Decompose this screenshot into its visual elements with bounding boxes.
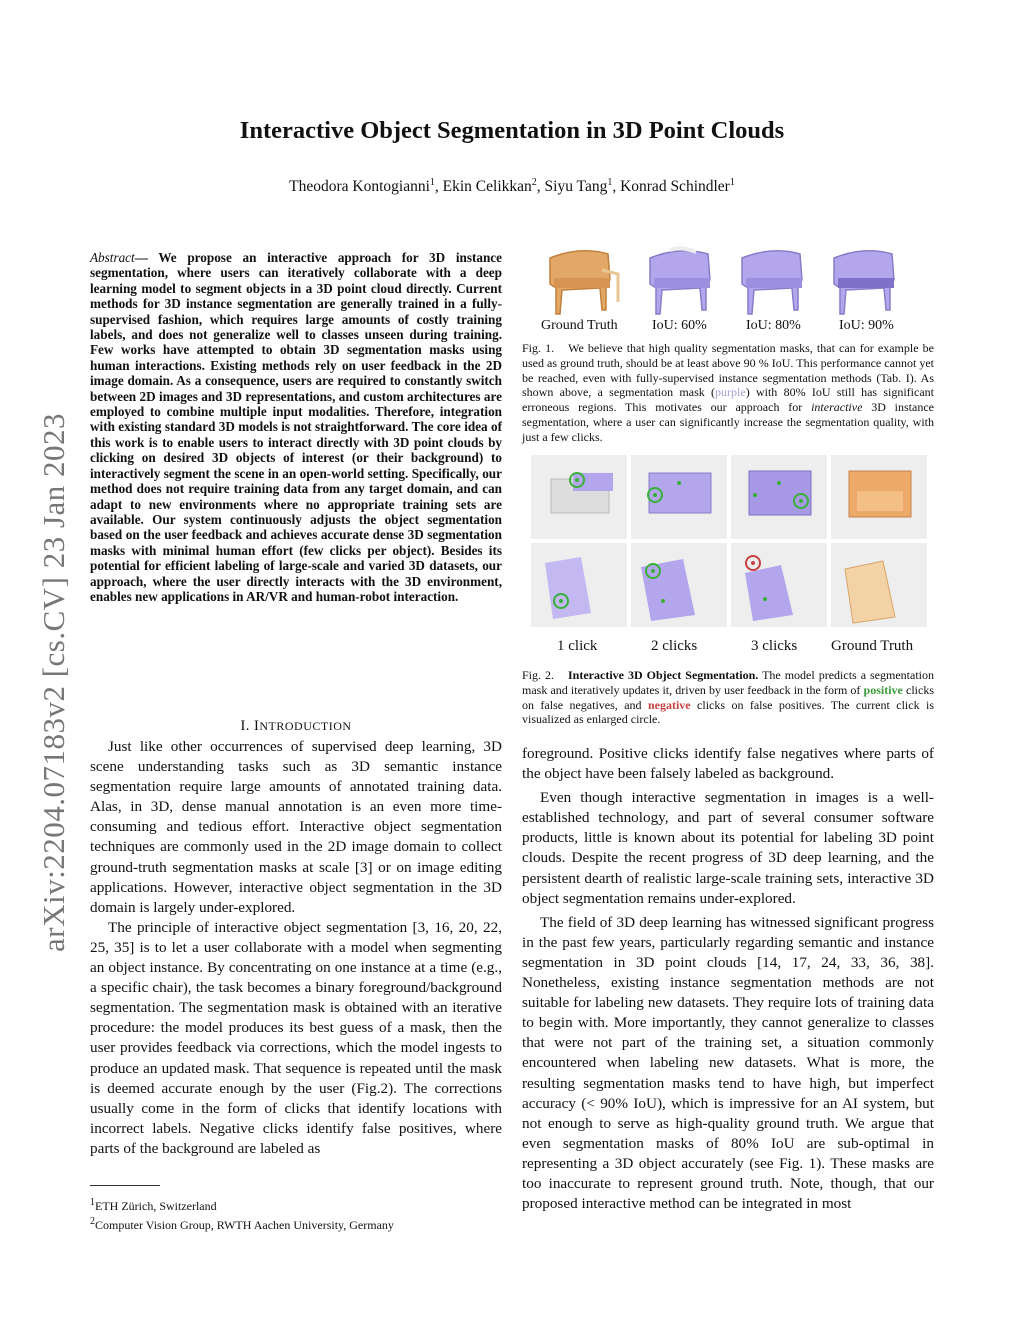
figure-2-images (531, 455, 931, 631)
paragraph: The field of 3D deep learning has witnessed significant progress in the past few years, particularly regarding semantic and instance segmentation in 3D point clouds [14, 17, 24, 33, 36, 38]. Nonetheless, existing instance segmentation methods are not suitable for labeling new datasets. They require lots of training data to begin with. More importantly, they cannot generalize to classes that were not part of the training set, a situation commonly encountered when labeling new datasets. What is more, the resulting segmentation masks tend to have high, but imperfect accuracy (< 90% IoU), which is impressive for an AI system, but not enough to serve as high-quality ground truth. We argue that even segmentation masks of 80% IoU are sub-optimal in representing a 3D object accurately (see Fig. 1). These masks are too inaccurate to represent ground truth. Note, though, that our proposed interactive method can be integrated in most (522, 913, 934, 1213)
sofa-2-clicks-image (631, 455, 727, 539)
footnote: $^2$Computer Vision Group, RWTH Aachen University, Germany (90, 1216, 394, 1232)
author-name: Theodora Kontogianni (289, 178, 430, 196)
bed-2-clicks-image (631, 543, 727, 627)
footnote-rule (90, 1185, 160, 1186)
footnotes (90, 1195, 502, 1233)
abstract-label: Abstract (90, 250, 135, 265)
affiliation-mark: 1 (729, 177, 735, 188)
fig1-label: IoU: 90% (839, 318, 894, 333)
figure-1-caption: Fig. 1. We believe that high quality segmentation masks, that can for example be used as ground truth, should be at least above 90 % IoU. This performance cannot yet be reached, even with fully-supervised instance segmentation methods (Tab. I). As shown above, a segmentation mask (purple) with 80% IoU still has significant erroneous regions. This motivates our approach for interactive 3D instance segmentation, where a user can significantly increase the segmentation quality, with just a few clicks. (522, 341, 935, 444)
bed-1-click-image (531, 543, 627, 627)
affiliation-mark: 1 (429, 177, 435, 188)
author-name: Siyu Tang (544, 178, 608, 196)
sofa-1-click-image (531, 455, 627, 539)
author-list: Theodora Kontogianni$^1$, Ekin Celikkan$^2$, Siyu Tang$^1$, Konrad Schindler$^1$ (289, 177, 735, 196)
footnote: $^1$ETH Zürich, Switzerland (90, 1197, 217, 1213)
chair-iou-90-image (824, 240, 906, 322)
paper-title: Interactive Object Segmentation in 3D Point Clouds (239, 117, 785, 144)
fig1-label: Ground Truth (541, 318, 618, 333)
abstract: Abstract— We propose an interactive approach for 3D instance segmentation, where users can iteratively collaborate with a deep learning model to segment objects in a 3D point cloud directly. Current methods for 3D instance segmentation are generally trained in a fully-supervised fashion, which requires large amounts of costly training labels, and does not generalize well to classes unseen during training. Few works have attempted to obtain 3D segmentation masks using human interactions. Existing methods rely on user feedback in the 2D image domain. As a consequence, users are required to constantly switch between 2D images and 3D representations, and custom architectures are employed to combine multiple input modalities. Therefore, integration with existing standard 3D models is not straightforward. The core idea of this work is to enable users to interact directly with 3D point clouds by clicking on desired 3D objects of interest (or their background) to interactively segment the scene in an open-world setting. Specifically, our method does not require training data from any target domain, and can adapt to new environments where no appropriate training sets are available. Our system continuously adjusts the object segmentation based on the user feedback and achieves accurate dense 3D segmentation masks with minimal human effort (few clicks per object). Besides its potential for efficient labeling of large-scale and varied 3D datasets, our approach, where the user directly interacts with the 3D environment, enables new applications in AR/VR and human-robot interaction. (90, 250, 502, 604)
chair-iou-80-image (732, 240, 814, 322)
arxiv-stamp: arXiv:2204.07183v2 [cs.CV] 23 Jan 2023 (36, 412, 71, 952)
fig2-label: 3 clicks (751, 638, 798, 654)
paragraph: Just like other occurrences of supervised deep learning, 3D scene understanding tasks such as 3D semantic instance segmentation require large amounts of annotated training data. Alas, in 3D, dense manual annotation is an even more time-consuming and tedious effort. Interactive object segmentation techniques are commonly used in the 2D image domain to collect ground-truth segmentation masks at scale [3] or on image editing applications. However, interactive object segmentation in the 3D domain is largely under-explored. (90, 738, 502, 916)
fig1-label: IoU: 80% (746, 318, 801, 333)
author-name: Konrad Schindler (620, 178, 730, 196)
paragraph: The principle of interactive object segmentation [3, 16, 20, 22, 25, 35] is to let a user collaborate with a model when segmenting an object instance. By concentrating on one instance at a time (e.g., a specific chair), the task becomes a binary foreground/background segmentation. The segmentation mask is obtained with an iterative procedure: the model produces its best guess of a mask, then the user provides feedback via corrections, which the model ingests to produce an updated mask. That sequence is repeated until the mask is deemed accurate enough by the user (Fig.2). The corrections usually come in the form of clicks that identify locations with incorrect labels. Negative clicks identify false positives, where parts of the background are labeled as (90, 918, 502, 1157)
left-column-body (90, 718, 502, 1159)
fig2-label: 1 click (557, 638, 598, 654)
paragraph: Even though interactive segmentation in images is a well-established technology, and part of several consumer software products, little is known about its potential for labeling 3D point clouds. Despite the recent progress of 3D deep learning, and the persistent dearth of realistic large-scale training sets, interactive 3D object segmentation remains under-explored. (522, 789, 934, 907)
sofa-ground-truth-image (831, 455, 927, 539)
fig1-label: IoU: 60% (652, 318, 707, 333)
affiliation-mark: 1 (607, 177, 613, 188)
figure-2-caption: Fig. 2. Interactive 3D Object Segmentation. The model predicts a segmentation mask and iteratively updates it, driven by user feedback in the form of positive clicks on false negatives, and negative clicks on false positives. The current click is visualized as enlarged circle. (522, 668, 935, 727)
section-heading: I. INTRODUCTION (240, 718, 352, 734)
fig2-label: Ground Truth (831, 638, 914, 654)
affiliation-mark: 2 (531, 177, 537, 188)
fig2-label: 2 clicks (651, 638, 698, 654)
right-column-body (522, 744, 934, 1214)
abstract-text: We propose an interactive approach for 3D instance segmentation, where users can iteratively collaborate with a deep learning model to segment objects in a 3D point cloud directly. Current methods for 3D instance segmentation are generally trained in a fully-supervised fashion, which requires large amounts of costly training labels, and does not generalize well to classes unseen during training. Few works have attempted to obtain 3D segmentation masks using human interactions. Existing methods rely on user feedback in the 2D image domain. As a consequence, users are required to constantly switch between 2D images and 3D representations, and custom architectures are employed to combine multiple input modalities. Therefore, integration with existing standard 3D models is not straightforward. The core idea of this work is to enable users to interact directly with 3D point clouds by clicking on desired 3D objects of interest (or their background) to interactively segment the scene in an open-world setting. Specifically, our method does not require training data from any target domain, and can adapt to new environments where no appropriate training sets are available. Our system continuously adjusts the object segmentation based on the user feedback and achieves accurate dense 3D segmentation masks with minimal human effort (few clicks per object). Besides its potential for efficient labeling of large-scale and varied 3D datasets, our approach, where the user directly interacts with the 3D environment, enables new applications in AR/VR and human-robot interaction. (90, 250, 502, 604)
chair-iou-60-image (640, 240, 722, 322)
author-name: Ekin Celikkan (442, 178, 532, 196)
bed-3-clicks-image (731, 543, 827, 627)
bed-ground-truth-image (831, 543, 927, 627)
figure-1-images (532, 240, 932, 324)
paragraph: foreground. Positive clicks identify false negatives where parts of the object have been falsely labeled as background. (522, 745, 934, 783)
chair-ground-truth-image (540, 240, 622, 322)
sofa-3-clicks-image (731, 455, 827, 539)
